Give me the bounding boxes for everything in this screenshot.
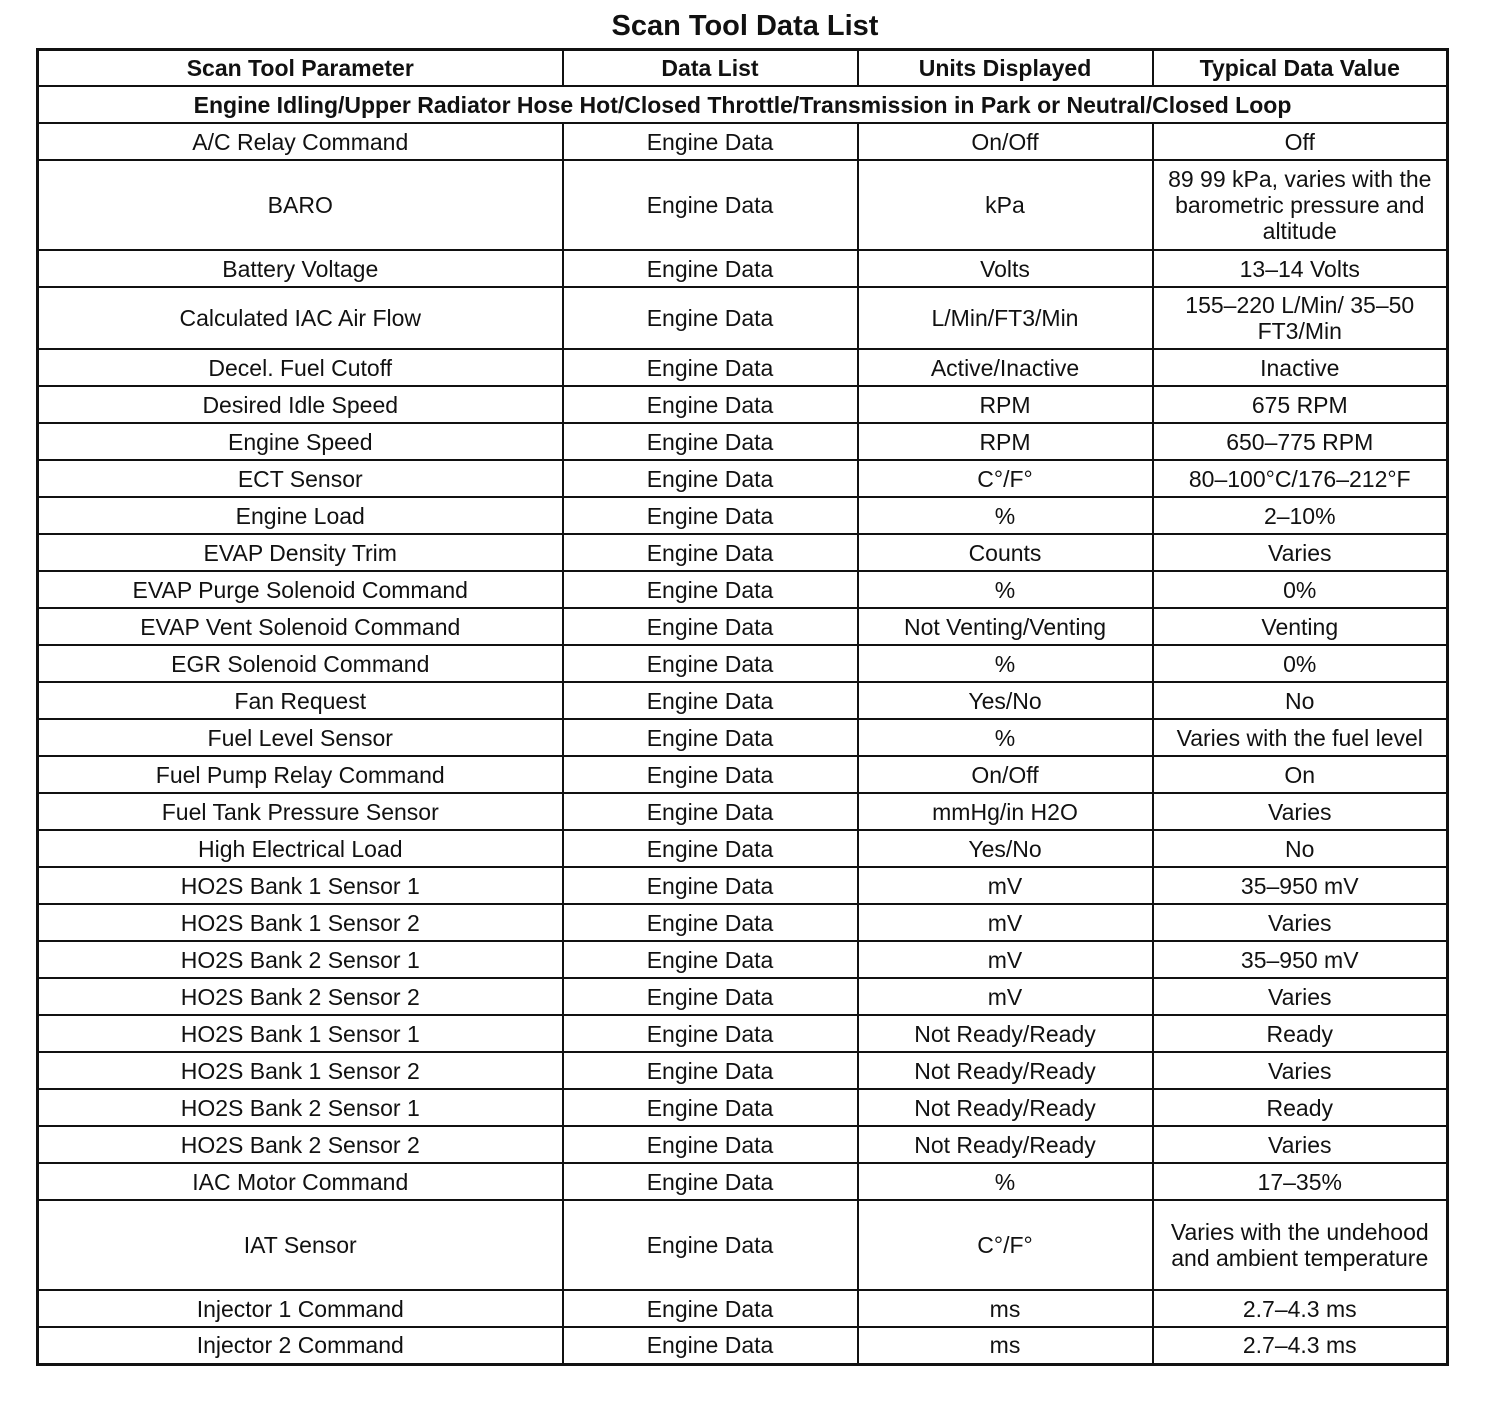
cell-typical-value: Varies with the fuel level bbox=[1153, 719, 1448, 756]
cell-data-list: Engine Data bbox=[563, 682, 858, 719]
cell-typical-value: 650–775 RPM bbox=[1153, 423, 1448, 460]
cell-units: mV bbox=[858, 941, 1153, 978]
cell-data-list: Engine Data bbox=[563, 123, 858, 160]
table-row bbox=[38, 682, 1448, 719]
cell-parameter: ECT Sensor bbox=[38, 460, 563, 497]
cell-data-list: Engine Data bbox=[563, 793, 858, 830]
cell-typical-value: Varies bbox=[1153, 1126, 1448, 1163]
cell-parameter: IAC Motor Command bbox=[38, 1163, 563, 1200]
cell-units: C°/F° bbox=[858, 1200, 1153, 1290]
table-row bbox=[38, 1015, 1448, 1052]
cell-parameter: Fuel Level Sensor bbox=[38, 719, 563, 756]
cell-parameter: A/C Relay Command bbox=[38, 123, 563, 160]
cell-typical-value: 13–14 Volts bbox=[1153, 250, 1448, 287]
cell-data-list: Engine Data bbox=[563, 1200, 858, 1290]
condition-row bbox=[38, 86, 1448, 123]
cell-data-list: Engine Data bbox=[563, 386, 858, 423]
cell-typical-value: 35–950 mV bbox=[1153, 867, 1448, 904]
cell-units: mV bbox=[858, 904, 1153, 941]
cell-data-list: Engine Data bbox=[563, 423, 858, 460]
cell-typical-value: Varies bbox=[1153, 793, 1448, 830]
table-row bbox=[38, 1163, 1448, 1200]
cell-data-list: Engine Data bbox=[563, 904, 858, 941]
cell-data-list: Engine Data bbox=[563, 645, 858, 682]
cell-data-list: Engine Data bbox=[563, 867, 858, 904]
cell-typical-value: Off bbox=[1153, 123, 1448, 160]
table-row bbox=[38, 160, 1448, 250]
table-row bbox=[38, 250, 1448, 287]
cell-units: Yes/No bbox=[858, 682, 1153, 719]
cell-parameter: Fan Request bbox=[38, 682, 563, 719]
table-row bbox=[38, 497, 1448, 534]
cell-units: Active/Inactive bbox=[858, 349, 1153, 386]
cell-parameter: Engine Speed bbox=[38, 423, 563, 460]
cell-parameter: Engine Load bbox=[38, 497, 563, 534]
cell-parameter: BARO bbox=[38, 160, 563, 250]
cell-parameter: HO2S Bank 1 Sensor 1 bbox=[38, 867, 563, 904]
cell-units: On/Off bbox=[858, 123, 1153, 160]
table-row bbox=[38, 904, 1448, 941]
cell-data-list: Engine Data bbox=[563, 534, 858, 571]
cell-units: Not Ready/Ready bbox=[858, 1052, 1153, 1089]
cell-typical-value: Varies bbox=[1153, 904, 1448, 941]
cell-parameter: High Electrical Load bbox=[38, 830, 563, 867]
cell-typical-value: 80–100°C/176–212°F bbox=[1153, 460, 1448, 497]
cell-parameter: HO2S Bank 1 Sensor 2 bbox=[38, 1052, 563, 1089]
cell-data-list: Engine Data bbox=[563, 1052, 858, 1089]
header-parameter: Scan Tool Parameter bbox=[38, 50, 563, 87]
cell-typical-value: Inactive bbox=[1153, 349, 1448, 386]
cell-data-list: Engine Data bbox=[563, 1015, 858, 1052]
cell-data-list: Engine Data bbox=[563, 160, 858, 250]
header-units: Units Displayed bbox=[858, 50, 1153, 87]
cell-typical-value: 2.7–4.3 ms bbox=[1153, 1327, 1448, 1364]
cell-typical-value: 0% bbox=[1153, 645, 1448, 682]
cell-typical-value: 675 RPM bbox=[1153, 386, 1448, 423]
cell-parameter: Decel. Fuel Cutoff bbox=[38, 349, 563, 386]
cell-typical-value: Ready bbox=[1153, 1089, 1448, 1126]
cell-typical-value: No bbox=[1153, 830, 1448, 867]
cell-units: Yes/No bbox=[858, 830, 1153, 867]
cell-data-list: Engine Data bbox=[563, 1327, 858, 1364]
cell-data-list: Engine Data bbox=[563, 497, 858, 534]
cell-typical-value: Varies bbox=[1153, 1052, 1448, 1089]
cell-parameter: Desired Idle Speed bbox=[38, 386, 563, 423]
cell-parameter: Battery Voltage bbox=[38, 250, 563, 287]
header-typical-value: Typical Data Value bbox=[1153, 50, 1448, 87]
cell-units: mmHg/in H2O bbox=[858, 793, 1153, 830]
cell-units: RPM bbox=[858, 386, 1153, 423]
table-row bbox=[38, 719, 1448, 756]
header-row bbox=[38, 50, 1448, 87]
table-row bbox=[38, 386, 1448, 423]
table-row bbox=[38, 460, 1448, 497]
cell-units: Not Ready/Ready bbox=[858, 1089, 1153, 1126]
condition-text: Engine Idling/Upper Radiator Hose Hot/Closed Throttle/Transmission in Park or Neutral/Closed Loop bbox=[38, 86, 1448, 123]
cell-units: Volts bbox=[858, 250, 1153, 287]
table-row bbox=[38, 1327, 1448, 1364]
cell-parameter: Fuel Tank Pressure Sensor bbox=[38, 793, 563, 830]
cell-parameter: EVAP Purge Solenoid Command bbox=[38, 571, 563, 608]
cell-units: ms bbox=[858, 1327, 1153, 1364]
table-row bbox=[38, 793, 1448, 830]
table-row bbox=[38, 287, 1448, 349]
table-row bbox=[38, 830, 1448, 867]
cell-typical-value: Varies bbox=[1153, 978, 1448, 1015]
header-data-list: Data List bbox=[563, 50, 858, 87]
cell-units: kPa bbox=[858, 160, 1153, 250]
cell-data-list: Engine Data bbox=[563, 978, 858, 1015]
cell-typical-value: 155–220 L/Min/ 35–50 FT3/Min bbox=[1153, 287, 1448, 349]
cell-typical-value: 2.7–4.3 ms bbox=[1153, 1290, 1448, 1327]
cell-data-list: Engine Data bbox=[563, 1290, 858, 1327]
table-row bbox=[38, 1200, 1448, 1290]
cell-units: % bbox=[858, 645, 1153, 682]
cell-units: mV bbox=[858, 867, 1153, 904]
cell-parameter: Fuel Pump Relay Command bbox=[38, 756, 563, 793]
table-row bbox=[38, 571, 1448, 608]
cell-units: C°/F° bbox=[858, 460, 1153, 497]
cell-data-list: Engine Data bbox=[563, 756, 858, 793]
cell-units: ms bbox=[858, 1290, 1153, 1327]
cell-typical-value: 17–35% bbox=[1153, 1163, 1448, 1200]
cell-data-list: Engine Data bbox=[563, 287, 858, 349]
cell-data-list: Engine Data bbox=[563, 1163, 858, 1200]
cell-parameter: HO2S Bank 1 Sensor 1 bbox=[38, 1015, 563, 1052]
table-row bbox=[38, 1290, 1448, 1327]
cell-typical-value: 35–950 mV bbox=[1153, 941, 1448, 978]
cell-data-list: Engine Data bbox=[563, 1126, 858, 1163]
cell-parameter: HO2S Bank 2 Sensor 1 bbox=[38, 941, 563, 978]
cell-parameter: HO2S Bank 1 Sensor 2 bbox=[38, 904, 563, 941]
cell-parameter: Injector 2 Command bbox=[38, 1327, 563, 1364]
table-row bbox=[38, 123, 1448, 160]
cell-units: Not Ready/Ready bbox=[858, 1015, 1153, 1052]
cell-data-list: Engine Data bbox=[563, 830, 858, 867]
cell-typical-value: On bbox=[1153, 756, 1448, 793]
table-row bbox=[38, 978, 1448, 1015]
cell-parameter: HO2S Bank 2 Sensor 2 bbox=[38, 978, 563, 1015]
cell-parameter: Calculated IAC Air Flow bbox=[38, 287, 563, 349]
cell-data-list: Engine Data bbox=[563, 1089, 858, 1126]
cell-data-list: Engine Data bbox=[563, 941, 858, 978]
cell-units: % bbox=[858, 497, 1153, 534]
cell-parameter: HO2S Bank 2 Sensor 1 bbox=[38, 1089, 563, 1126]
cell-parameter: EGR Solenoid Command bbox=[38, 645, 563, 682]
cell-typical-value: No bbox=[1153, 682, 1448, 719]
cell-data-list: Engine Data bbox=[563, 608, 858, 645]
cell-parameter: EVAP Density Trim bbox=[38, 534, 563, 571]
table-row bbox=[38, 645, 1448, 682]
cell-parameter: IAT Sensor bbox=[38, 1200, 563, 1290]
cell-units: mV bbox=[858, 978, 1153, 1015]
table-row bbox=[38, 1089, 1448, 1126]
scan-tool-data-table bbox=[36, 48, 1449, 1366]
cell-parameter: EVAP Vent Solenoid Command bbox=[38, 608, 563, 645]
table-row bbox=[38, 534, 1448, 571]
cell-units: Not Ready/Ready bbox=[858, 1126, 1153, 1163]
cell-typical-value: 0% bbox=[1153, 571, 1448, 608]
cell-units: Counts bbox=[858, 534, 1153, 571]
table-row bbox=[38, 1052, 1448, 1089]
cell-units: % bbox=[858, 719, 1153, 756]
table-row bbox=[38, 608, 1448, 645]
table-row bbox=[38, 1126, 1448, 1163]
cell-typical-value: Ready bbox=[1153, 1015, 1448, 1052]
cell-units: On/Off bbox=[858, 756, 1153, 793]
cell-units: L/Min/FT3/Min bbox=[858, 287, 1153, 349]
page-title: Scan Tool Data List bbox=[611, 10, 879, 42]
cell-data-list: Engine Data bbox=[563, 719, 858, 756]
cell-data-list: Engine Data bbox=[563, 571, 858, 608]
table-row bbox=[38, 867, 1448, 904]
cell-typical-value: 89 99 kPa, varies with the barometric pressure and altitude bbox=[1153, 160, 1448, 250]
table-row bbox=[38, 756, 1448, 793]
table-row bbox=[38, 349, 1448, 386]
cell-units: % bbox=[858, 1163, 1153, 1200]
cell-typical-value: 2–10% bbox=[1153, 497, 1448, 534]
cell-typical-value: Varies with the undehood and ambient temperature bbox=[1153, 1200, 1448, 1290]
cell-data-list: Engine Data bbox=[563, 250, 858, 287]
cell-units: % bbox=[858, 571, 1153, 608]
cell-typical-value: Varies bbox=[1153, 534, 1448, 571]
cell-parameter: Injector 1 Command bbox=[38, 1290, 563, 1327]
table-row bbox=[38, 423, 1448, 460]
cell-data-list: Engine Data bbox=[563, 349, 858, 386]
cell-parameter: HO2S Bank 2 Sensor 2 bbox=[38, 1126, 563, 1163]
cell-typical-value: Venting bbox=[1153, 608, 1448, 645]
cell-data-list: Engine Data bbox=[563, 460, 858, 497]
cell-units: Not Venting/Venting bbox=[858, 608, 1153, 645]
cell-units: RPM bbox=[858, 423, 1153, 460]
table-row bbox=[38, 941, 1448, 978]
